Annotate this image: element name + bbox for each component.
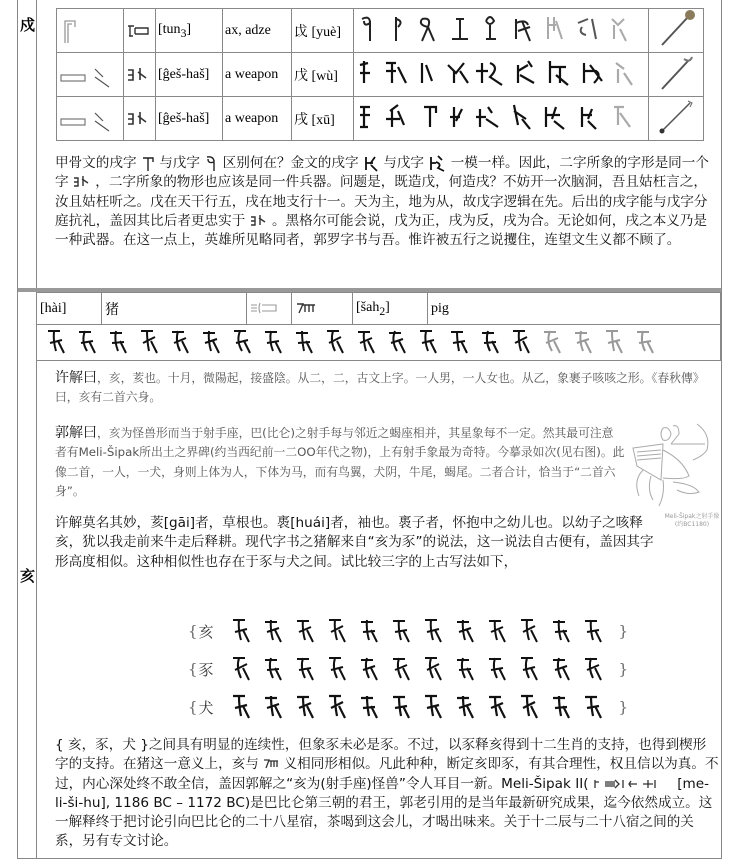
table-row xyxy=(57,97,704,141)
page-frame xyxy=(17,0,722,859)
ancient-glyph-stroke xyxy=(482,331,498,353)
quan-ancient-forms-icon xyxy=(227,690,617,724)
section-label-xu: 戍 xyxy=(20,16,36,34)
shi-ancient-forms-icon xyxy=(227,652,617,686)
brace-open: { xyxy=(188,622,198,640)
ancient-glyph-stroke xyxy=(79,331,95,353)
ancient-glyph-stroke xyxy=(606,331,622,353)
english-meaning-cell: pig xyxy=(428,293,721,325)
xu-interpretation xyxy=(55,369,719,408)
hai-glyph-strip-cell xyxy=(37,325,721,361)
ancient-glyph-stroke xyxy=(585,620,601,642)
section-label-hai: 亥 xyxy=(20,567,36,585)
character-comparison-figure xyxy=(188,612,628,726)
guo-interpretation-label: 郭解曰 xyxy=(55,425,97,441)
ancient-glyph-stroke xyxy=(637,331,653,353)
comparison-row-shi xyxy=(188,650,628,688)
ancient-glyph-stroke xyxy=(361,620,377,642)
pronunciation-end: ] xyxy=(186,21,192,37)
bronze-xu-glyph-icon xyxy=(363,154,379,172)
character-cell: 戊 [wù] xyxy=(292,53,354,97)
bronze-wu-glyph-icon xyxy=(428,154,446,172)
ancient-glyph-stroke xyxy=(389,331,405,353)
caption-line: (约BC1180) xyxy=(674,521,710,528)
xu-interpretation-label: 许解曰 xyxy=(55,370,97,386)
glyph-evolution-cell xyxy=(354,53,649,97)
centaur-archer-icon xyxy=(623,420,715,515)
cuneiform-geshhash-icon xyxy=(126,110,150,126)
ancient-glyph-stroke xyxy=(393,620,409,642)
ancient-glyph-stroke xyxy=(544,331,560,353)
brace-close: } xyxy=(618,698,629,716)
ancient-glyph-stroke xyxy=(265,658,281,680)
pictograph-geshhash-icon xyxy=(59,105,114,133)
ancient-glyph-stroke xyxy=(457,658,473,680)
wu-glyphs-icon xyxy=(356,55,641,89)
ancient-glyph-stroke xyxy=(575,331,591,353)
ancient-glyph-stroke xyxy=(265,331,281,353)
pronunciation-subscript: 3 xyxy=(180,26,187,40)
halberd-artifact-icon xyxy=(656,53,696,91)
hai-ancient-forms-icon xyxy=(227,614,617,648)
xu-critique-paragraph: 许解莫名其妙，荄[gāi]者，草根也。褭[huái]者，袖也。褭子者，怀抱中之幼儿也。以幼子之咳释亥，犹以我走前来牛走后释耕。现代字书之猪解来自“亥为豕”的说法，这一说法自古便有，盖因其字形高度相似。这种相似性也存在于豕与犬之间。试比较三字的上古写法如下， xyxy=(55,515,654,570)
ancient-glyph-stroke xyxy=(296,331,312,353)
ancient-glyph-stroke xyxy=(233,658,249,680)
cuneiform-cell xyxy=(292,293,353,325)
text-run: [me-li-ši-hu], 1186 BC – 1172 BC)是巴比仑第三朝的君王，郭老引用的是当年最新研究成果，迄今依然成立。这一解释终于把讨论引向巴比仑的二十八星宿，茶喝到这会儿，才喝出味来。关于十二辰与二十八宿之间的关系，另有专文讨论。 xyxy=(55,775,713,850)
spear-artifact-icon xyxy=(656,97,696,135)
sumerian-pictograph-cell xyxy=(57,53,124,97)
caption-line: Meli-Šipak之射手像 xyxy=(664,513,720,520)
cuneiform-cell xyxy=(124,53,156,97)
meaning-cell: a weapon xyxy=(223,53,292,97)
pronunciation-cell: [ĝeš-haš] xyxy=(156,97,223,141)
ancient-glyph-stroke xyxy=(329,658,345,680)
cuneiform-geshhash-icon xyxy=(126,66,150,82)
glyph-evolution-cell xyxy=(354,97,649,141)
ancient-glyph-stroke xyxy=(585,658,601,680)
character-cell: 戉 [yuè] xyxy=(292,9,354,53)
table-row xyxy=(37,325,721,361)
ancient-glyph-stroke xyxy=(297,696,313,718)
xu-discussion-paragraph xyxy=(55,154,720,250)
comparison-label: 豕 xyxy=(198,660,214,679)
hai-header-table xyxy=(36,292,721,361)
text-run: 与戊字 xyxy=(159,155,200,171)
ancient-glyph-stroke xyxy=(265,696,281,718)
text-run: 区别何在？金文的戌字 xyxy=(222,155,359,171)
pictograph-tun-icon xyxy=(59,17,79,45)
ancient-glyph-stroke xyxy=(203,331,219,353)
cuneiform-shah-icon xyxy=(295,301,317,315)
xu-interpretation-text: ，亥，荄也。十月，微陽起，接盛陰。从二，二，古文上字。一人男，一人女也。从乙，象裹子咳咳之形。《春秋傳》曰，亥有二首六身。 xyxy=(55,371,705,405)
text-run: 。黑格尔可能会说，戊为正，戌为反，戌为合。无论如何，戌之本义乃是一种武器。在这一点上，英雄所见略同者，郭罗字书与吾。惟许被五行之说攫住，连望文生义都不顾了。 xyxy=(55,212,707,249)
table-row xyxy=(57,9,704,53)
ancient-glyph-stroke xyxy=(172,331,188,353)
ancient-glyph-stroke xyxy=(425,620,441,642)
ancient-glyph-stroke xyxy=(457,620,473,642)
ancient-glyph-stroke xyxy=(358,331,374,353)
ancient-glyph-stroke xyxy=(393,696,409,718)
sagittarius-centaur-image xyxy=(623,420,715,519)
pronunciation: [tun xyxy=(158,21,181,37)
label-column-divider xyxy=(36,0,37,858)
ancient-glyph-stroke xyxy=(361,658,377,680)
pronunciation-cell: [ĝeš-haš] xyxy=(156,53,223,97)
text-run: 一模一样。因此，二字所象的字形是同一个字 xyxy=(55,155,709,191)
cuneiform-shah-inline-icon xyxy=(263,758,279,770)
ancient-glyph-stroke xyxy=(585,696,601,718)
oracle-wu-glyph-icon xyxy=(204,154,218,172)
cuneiform-geshhash-inline-icon xyxy=(250,214,268,228)
ancient-glyph-stroke xyxy=(451,331,467,353)
sumerian-pictograph-cell xyxy=(57,97,124,141)
ancient-glyph-stroke xyxy=(141,331,157,353)
artifact-image-cell xyxy=(649,97,704,141)
character-cell: 戌 [xū] xyxy=(292,97,354,141)
comparison-row-quan xyxy=(188,688,628,726)
artifact-image-cell xyxy=(649,9,704,53)
ancient-glyph-stroke xyxy=(489,658,505,680)
ancient-glyph-stroke xyxy=(361,696,377,718)
text-run: ，二字所象的物形也应该是同一件兵器。问题是，既造戊，何造戌？不妨开一次脑洞，吾且姑枉言之，汝且姑枉听之。戊在天干行五，戌在地支行十一。天为主，地为从，故戊字逻辑在先。后出的戌字能与戊字分庭抗礼，盖因其比后者更忠实于 xyxy=(55,174,708,229)
ancient-glyph-stroke xyxy=(521,620,537,642)
comparison-label: 亥 xyxy=(198,622,214,641)
axe-artifact-icon xyxy=(656,9,696,47)
ancient-glyph-stroke xyxy=(327,331,343,353)
pronunciation-end: ] xyxy=(385,299,390,315)
ancient-glyph-stroke xyxy=(425,658,441,680)
guo-interpretation xyxy=(55,424,625,501)
cuneiform-geshhash-inline-icon xyxy=(73,175,91,189)
comparison-row-hai xyxy=(188,612,628,650)
brace-close: } xyxy=(618,622,629,640)
hai-glyph-evolution-icon xyxy=(40,325,680,355)
cuneiform-cell xyxy=(124,97,156,141)
meaning-cell: a weapon xyxy=(223,97,292,141)
ancient-glyph-stroke xyxy=(233,620,249,642)
cuneiform-tun-icon xyxy=(126,22,150,38)
ancient-glyph-stroke xyxy=(48,331,64,353)
ancient-glyph-stroke xyxy=(297,658,313,680)
pronunciation-subscript: 2 xyxy=(379,304,386,318)
oracle-xu-glyph-icon xyxy=(141,154,155,172)
centaur-image-caption xyxy=(642,513,735,529)
xu-glyphs-icon xyxy=(356,99,641,133)
ancient-glyph-stroke xyxy=(489,620,505,642)
weapon-table xyxy=(56,8,704,141)
ancient-glyph-stroke xyxy=(553,696,569,718)
text-run: 甲骨文的戌字 xyxy=(55,155,137,171)
ancient-glyph-stroke xyxy=(110,331,126,353)
sumerian-pictograph-cell xyxy=(57,9,124,53)
text-run: { 亥，豕，犬 }之间具有明显的连续性，但象豕未必是豕。不过，以豕释亥得到十二生肖的支持，也得到楔形字的支持。在猪这一意义上，亥与 xyxy=(55,737,707,773)
glyph-evolution-cell xyxy=(354,9,649,53)
sumerian-pronunciation-cell xyxy=(353,293,428,325)
cuneiform-meli-shipak-icon xyxy=(593,778,673,790)
ancient-glyph-stroke xyxy=(513,331,529,353)
cuneiform-cell xyxy=(124,9,156,53)
ancient-glyph-stroke xyxy=(329,620,345,642)
brace-open: { xyxy=(188,660,198,678)
ancient-glyph-stroke xyxy=(329,696,345,718)
ancient-glyph-stroke xyxy=(521,696,537,718)
ancient-glyph-stroke xyxy=(425,696,441,718)
text-run: 与戊字 xyxy=(383,155,425,171)
ancient-glyph-stroke xyxy=(420,331,436,353)
brace-open: { xyxy=(188,698,198,716)
text-run: 义相同形相似。凡此种种，断定亥即豕，有其合理性，权且信以为真。不过，内心深处终不敢全信，盖因郭解之“亥为(射手座)怪兽”令人耳目一新。Meli-Šipak II( xyxy=(55,756,719,792)
guo-interpretation-text: ，亥为怪兽形而当于射手座，巴(比仑)之射手每与邻近之蝎座相并，其星象每不一定。然其最可注意者有Meli-Šipak所出土之界碑(约当西纪前一二OO年代之物)，上有射手象最为奇特。今摹录如次(见右图)。此像二首，一人，一犬，身则上体为人，下体为马，而有鸟翼，犬阴，牛尾，蝎尾。二者合计，恰当于“二首六身”。 xyxy=(55,426,625,498)
yue-glyphs-icon xyxy=(356,11,641,45)
meaning-cell: ax, adze xyxy=(223,9,292,53)
ancient-glyph-stroke xyxy=(457,696,473,718)
pictograph-shah-icon xyxy=(250,301,280,315)
pronunciation: [šah xyxy=(356,299,380,315)
ancient-glyph-stroke xyxy=(297,620,313,642)
table-row xyxy=(57,53,704,97)
ancient-glyph-stroke xyxy=(553,658,569,680)
brace-close: } xyxy=(618,660,629,678)
pictograph-geshhash-icon xyxy=(59,61,114,89)
ancient-glyph-stroke xyxy=(553,620,569,642)
sumerian-pictograph-cell xyxy=(247,293,292,325)
comparison-label: 犬 xyxy=(198,698,214,717)
chinese-meaning-cell: 猪 xyxy=(102,293,247,325)
ancient-glyph-stroke xyxy=(521,658,537,680)
pronunciation-cell xyxy=(156,9,223,53)
conclusion-paragraph xyxy=(55,736,719,852)
ancient-glyph-stroke xyxy=(234,331,250,353)
ancient-glyph-stroke xyxy=(233,696,249,718)
table-row xyxy=(37,293,721,325)
ancient-glyph-stroke xyxy=(489,696,505,718)
ancient-glyph-stroke xyxy=(265,620,281,642)
ancient-glyph-stroke xyxy=(393,658,409,680)
pronunciation-cell: [hài] xyxy=(37,293,102,325)
artifact-image-cell xyxy=(649,53,704,97)
